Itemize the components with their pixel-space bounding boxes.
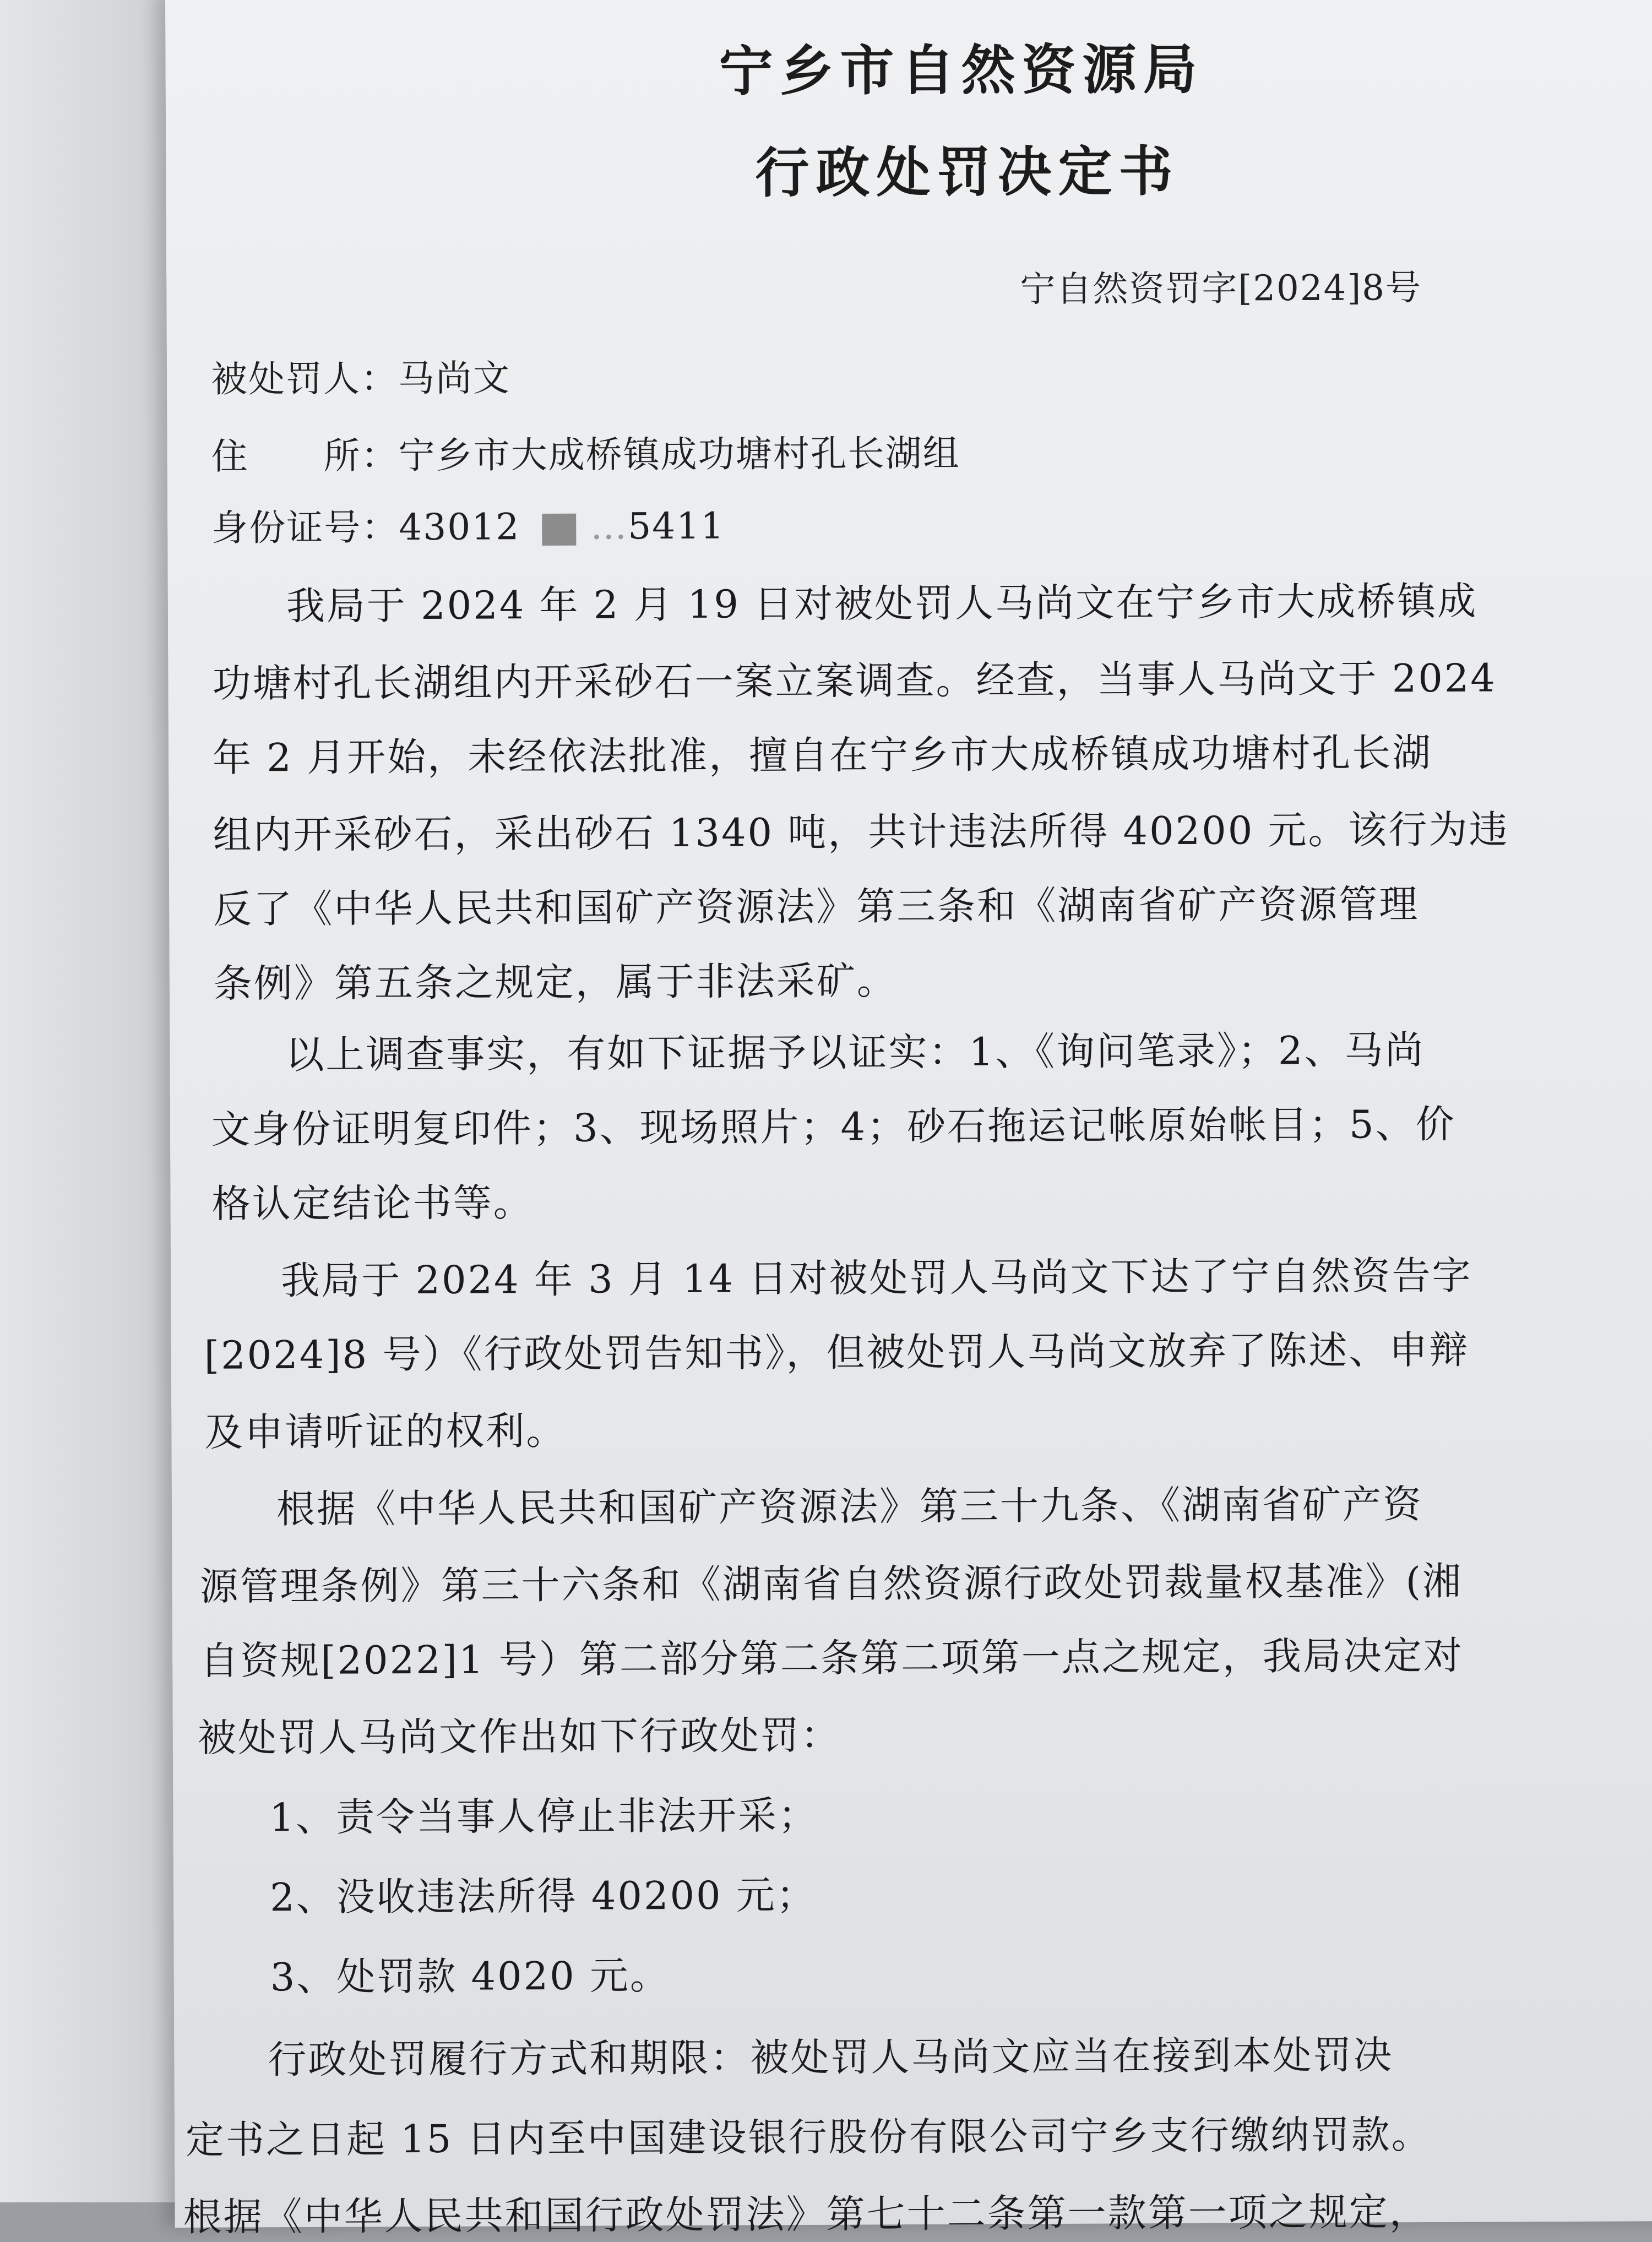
body-line-9: 格认定结论书等。 xyxy=(211,1180,534,1227)
issuing-authority-title: 宁乡市自然资源局 xyxy=(719,38,1204,104)
party-id-suffix: 5411 xyxy=(628,504,725,548)
body-line-15: 自资规[2022]1 号）第二部分第二条第二项第一点之规定，我局决定对 xyxy=(200,1632,1464,1684)
body-line-4: 组内开采砂石，采出砂石 1340 吨，共计违法所得 40200 元。该行为违 xyxy=(213,807,1509,858)
underlying-page xyxy=(0,0,187,2202)
document-type-title: 行政处罚决定书 xyxy=(755,140,1180,205)
body-line-2: 功塘村孔长湖组内开采砂石一案立案调查。经查，当事人马尚文于 2024 xyxy=(212,655,1497,706)
body-line-8: 文身份证明复印件；3、现场照片；4；砂石拖运记帐原始帐目；5、价 xyxy=(211,1101,1456,1152)
body-line-21: 定书之日起 15 日内至中国建设银行股份有限公司宁乡支行缴纳罚款。 xyxy=(185,2112,1432,2163)
document-number: 宁自然资罚字[2024]8号 xyxy=(1020,268,1422,311)
body-line-6: 条例》第五条之规定，属于非法采矿。 xyxy=(213,958,898,1006)
party-id-label: 身份证号： xyxy=(211,506,399,549)
body-line-22: 根据《中华人民共和国行政处罚法》第七十二条第一款第一项之规定， xyxy=(183,2189,1430,2240)
party-name-label: 被处罚人： xyxy=(210,357,399,401)
body-line-1: 我局于 2024 年 2 月 19 日对被处罚人马尚文在宁乡市大成桥镇成 xyxy=(286,578,1478,629)
id-redaction-mark xyxy=(542,514,576,546)
party-address: 宁乡市大成桥镇成功塘村孔长湖组 xyxy=(398,432,960,477)
document-page xyxy=(165,0,1652,2240)
party-name: 马尚文 xyxy=(398,357,511,400)
body-line-10: 我局于 2024 年 3 月 14 日对被处罚人马尚文下达了宁自然资告字 xyxy=(281,1253,1472,1304)
party-address-label: 住 所： xyxy=(211,434,399,478)
body-line-7: 以上调查事实，有如下证据予以证实：1、《询问笔录》；2、马尚 xyxy=(285,1027,1425,1078)
body-line-5: 反了《中华人民共和国矿产资源法》第三条和《湖南省矿产资源管理 xyxy=(213,881,1420,932)
body-line-16: 被处罚人马尚文作出如下行政处罚： xyxy=(197,1712,841,1761)
party-id-row xyxy=(211,493,1577,551)
party-id-middle: … xyxy=(590,505,628,548)
penalty-item-3: 3、处罚款 4020 元。 xyxy=(270,1953,671,2000)
penalty-item-2: 2、没收违法所得 40200 元； xyxy=(269,1872,817,1920)
body-line-12: 及申请听证的权利。 xyxy=(204,1408,567,1455)
party-id-prefix: 43012 xyxy=(399,505,520,549)
penalty-item-1: 1、责令当事人停止非法开采； xyxy=(269,1792,819,1841)
party-address-row xyxy=(211,421,1577,480)
body-line-13: 根据《中华人民共和国矿产资源法》第三十九条、《湖南省矿产资 xyxy=(276,1482,1423,1532)
party-name-row xyxy=(211,344,1577,402)
body-line-3: 年 2 月开始，未经依法批准，擅自在宁乡市大成桥镇成功塘村孔长湖 xyxy=(212,730,1433,781)
body-line-11: [2024]8 号）《行政处罚告知书》，但被处罚人马尚文放弃了陈述、申辩 xyxy=(204,1327,1470,1378)
body-line-14: 源管理条例》第三十六条和《湖南省自然资源行政处罚裁量权基准》(湘 xyxy=(199,1558,1463,1609)
body-line-20: 行政处罚履行方式和期限：被处罚人马尚文应当在接到本处罚决 xyxy=(268,2032,1394,2083)
